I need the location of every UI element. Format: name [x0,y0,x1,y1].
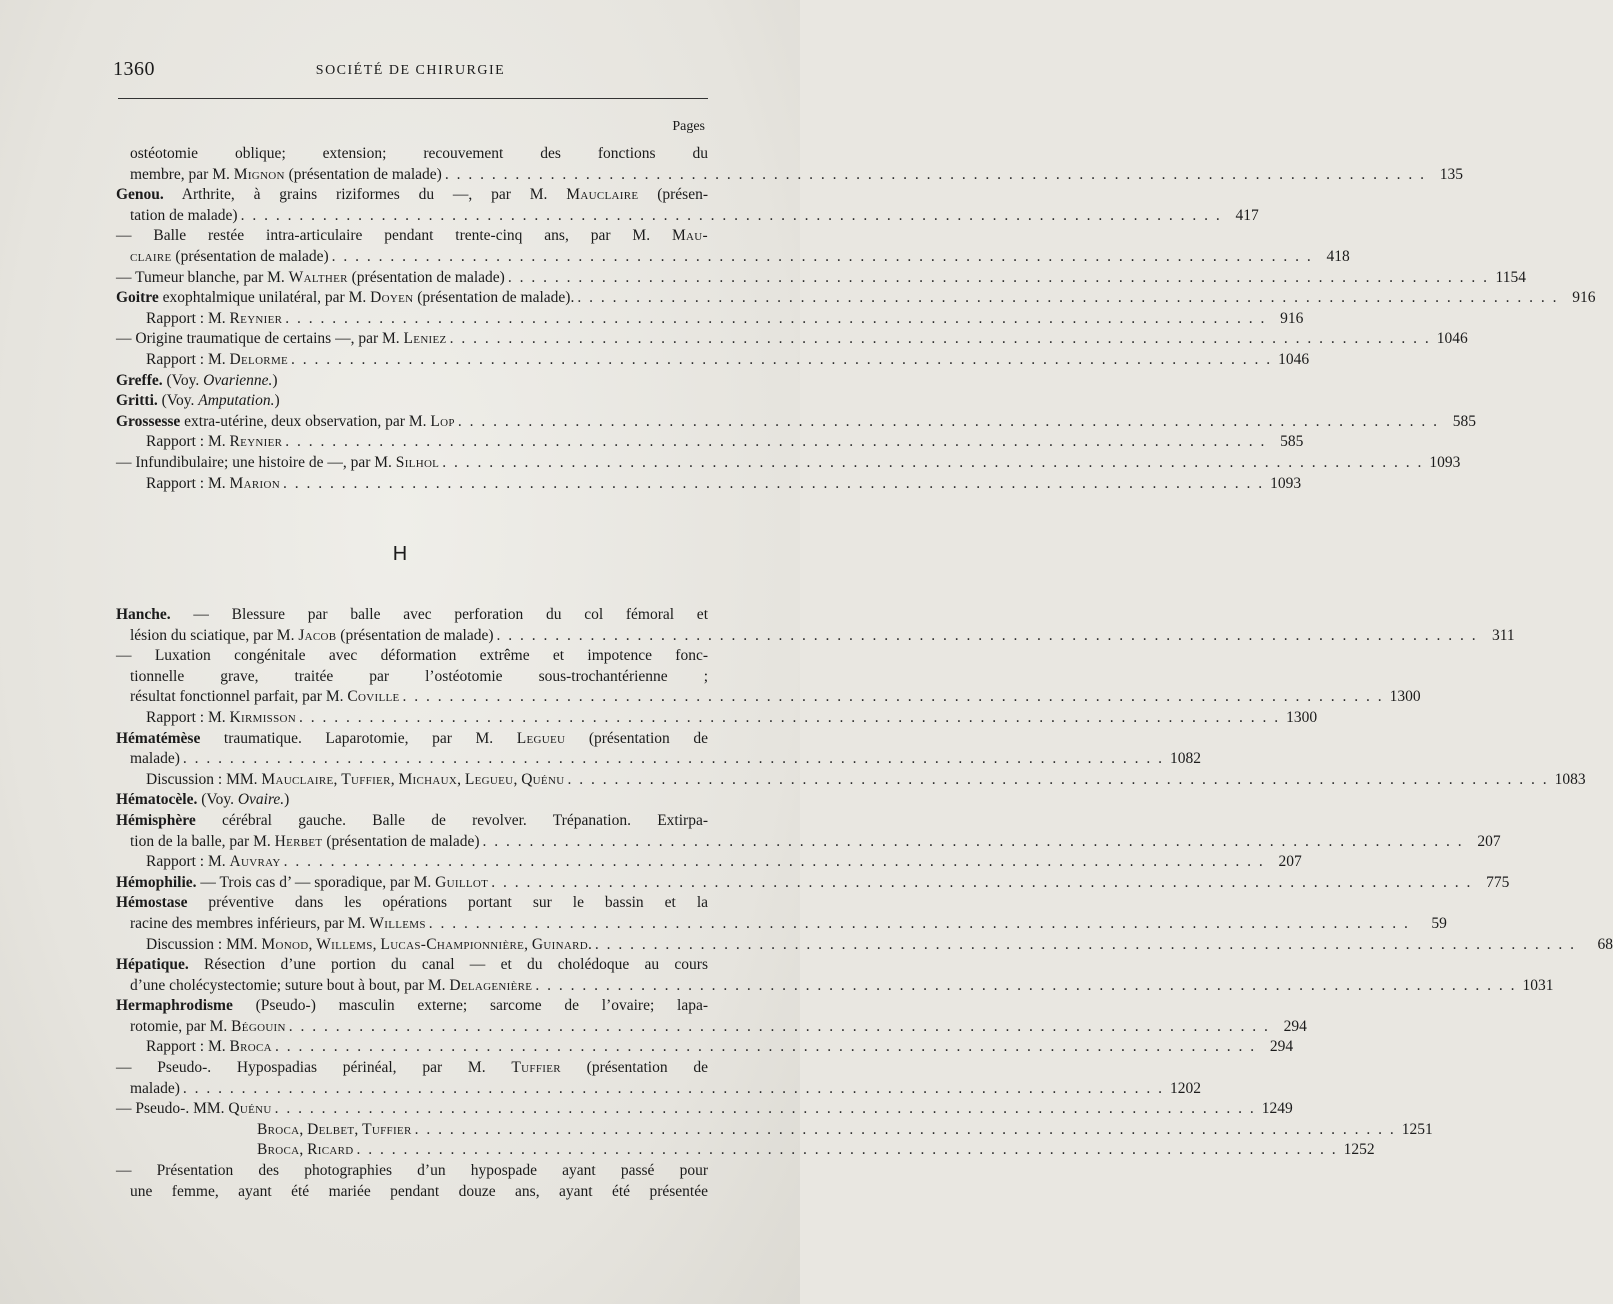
index-entry [116,309,1304,330]
index-entry [116,955,1554,996]
entry-line [116,708,1318,729]
dot-leader [284,852,1265,873]
dot-leader [577,288,1558,309]
index-entry [116,474,1302,495]
page-reference: 418 [1326,247,1350,265]
entry-text: Hématémèse traumatique. Laparotomie, par M. Legueu (présentation de [116,729,708,747]
entry-text: — Infundibulaire; une histoire de —, par M. Silhol [116,453,440,471]
page-reference: 1300 [1286,708,1318,726]
entry-line [116,474,1302,495]
entry-text: — Présentation des photographies d’un hypospade ayant passé pour [116,1162,708,1180]
dot-leader [450,329,1431,350]
entry-line [116,832,1501,853]
entry-line [116,935,1613,956]
page-reference: 311 [1491,626,1515,644]
entry-text: Rapport : M. Auvray [146,853,281,871]
index-entry [116,996,1307,1037]
entry-line [116,729,708,750]
dot-leader [183,749,1164,770]
dot-leader [415,1120,1396,1141]
dot-leader [458,412,1439,433]
entry-text: une femme, ayant été mariée pendant douze ans, ayant été présentée [130,1182,708,1200]
entry-text: — Luxation congénitale avec déformation extrême et impotence fonc- [116,647,708,665]
entry-text: — Origine traumatique de certains —, par M. Leniez [116,330,447,348]
entry-text: Hémophilie. — Trois cas d’ — sporadique, par M. Guillot [116,873,489,891]
page-reference: 775 [1486,873,1510,891]
entry-line [116,391,708,412]
entry-text: Rapport : M. Marion [146,474,280,492]
dot-leader [497,626,1478,647]
entry-line [116,687,1421,708]
dot-leader [332,247,1313,268]
entry-line [116,309,1304,330]
entry-text: Goitre exophtalmique unilatéral, par M. Doyen (présentation de malade). [116,289,575,307]
dot-leader [183,1079,1164,1100]
entry-line [116,1037,1294,1058]
dot-leader [491,873,1472,894]
page-reference: 1300 [1389,688,1421,706]
index-entry [116,708,1318,729]
index-entry [116,729,1202,770]
index-entry [116,226,1350,267]
dot-leader [535,976,1516,997]
dot-leader [241,206,1222,227]
dot-leader [403,687,1384,708]
index-entry [116,371,708,392]
entry-line [116,749,1202,770]
index-entry [116,268,1526,289]
entry-line [116,432,1304,453]
entry-text: Hématocèle. (Voy. Ovaire.) [116,791,290,809]
page-reference: 294 [1283,1017,1307,1035]
index-entry [116,1161,708,1202]
entry-text: malade) [130,1079,180,1097]
entry-text: Discussion : MM. Monod, Willems, Lucas-Championnière, Guinard. [146,935,592,953]
index-entry [116,852,1302,873]
index-entry [116,350,1310,371]
entry-text: Broca, Ricard [257,1141,354,1159]
index-entry [116,873,1510,894]
entry-line [116,873,1510,894]
journal-title: SOCIÉTÉ DE CHIRURGIE [315,63,506,78]
entry-text: Greffe. (Voy. Ovarienne.) [116,371,278,389]
dot-leader [289,1017,1270,1038]
entry-line [116,626,1515,647]
page-reference: 1093 [1429,453,1461,471]
entry-line [116,605,708,626]
page-reference: 207 [1278,853,1302,871]
entry-text: tion de la balle, par M. Herbet (présentation de malade) [130,832,480,850]
entry-line [116,646,708,667]
running-head [113,58,708,86]
page-reference: 417 [1235,206,1259,224]
entry-line [116,1182,708,1203]
index-entry [116,770,1586,791]
index-entry [116,412,1476,433]
dot-leader [357,1140,1338,1161]
entry-line [116,667,708,688]
page-reference: 1046 [1436,330,1468,348]
page-reference: 59 [1431,914,1447,932]
entry-text: tation de malade) [130,206,238,224]
entry-line [116,1161,708,1182]
entry-text: Discussion : MM. Mauclaire, Tuffier, Michaux, Legueu, Quénu [146,770,565,788]
entry-line [116,852,1302,873]
page-reference: 294 [1269,1038,1294,1056]
page-reference: 207 [1477,832,1501,850]
index-entry [116,329,1468,350]
entry-text: malade) [130,750,180,768]
dot-leader [429,914,1410,935]
entry-line [116,811,708,832]
dot-leader [595,935,1576,956]
entry-line [116,288,1596,309]
dot-leader [483,832,1464,853]
entry-line [116,770,1586,791]
entry-text: racine des membres inférieurs, par M. Willems [130,914,426,932]
entry-text: Hémisphère cérébral gauche. Balle de revolver. Trépanation. Extirpa- [116,811,708,829]
entry-text: Grossesse extra-utérine, deux observation, par M. Lop [116,412,455,430]
dot-leader [508,268,1489,289]
page-reference: 68 [1597,935,1613,953]
dot-leader [299,708,1280,729]
entry-text: Rapport : M. Kirmisson [146,708,296,726]
entry-line [116,247,1350,268]
entry-text: lésion du sciatique, par M. Jacob (présentation de malade) [130,626,494,644]
index-entry [116,1099,1293,1120]
index-entry [116,1058,1202,1099]
index-entry [116,935,1613,956]
entry-text: résultat fonctionnel parfait, par M. Coville [130,688,400,706]
entry-line [116,790,708,811]
page-reference: 916 [1572,289,1596,307]
dot-leader [285,432,1266,453]
entry-text: — Pseudo-. Hypospadias périnéal, par M. Tuffier (présentation de [116,1059,708,1077]
header-rule [118,98,708,99]
entry-line [116,893,708,914]
index-entry [116,391,708,412]
entry-line [116,350,1310,371]
entry-line [116,1079,1202,1100]
page-number: 1360 [113,58,155,80]
entry-line [116,1120,1433,1141]
index-entry [116,605,1515,646]
entry-line [116,144,708,165]
entry-text: Gritti. (Voy. Amputation.) [116,392,280,410]
entry-text: claire (présentation de malade) [130,247,329,265]
entry-text: rotomie, par M. Bégouin [130,1017,286,1035]
entry-line [116,453,1461,474]
entry-line [116,996,708,1017]
dot-leader [567,770,1548,791]
page-reference: 916 [1280,309,1304,327]
entry-line [116,1058,708,1079]
page-reference: 585 [1452,412,1476,430]
index-entry [116,1140,1375,1161]
index-entry [116,1120,1433,1141]
page-reference: 1082 [1170,750,1202,768]
page-reference: 1251 [1401,1120,1433,1138]
entry-text: Rapport : M. Reynier [146,433,283,451]
page-reference: 585 [1280,433,1304,451]
entry-line [116,1099,1293,1120]
index-entry [116,1037,1294,1058]
dot-leader [275,1037,1256,1058]
entry-text: membre, par M. Mignon (présentation de malade) [130,165,442,183]
page-reference: 1249 [1261,1100,1293,1118]
page-reference: 1202 [1170,1079,1202,1097]
entry-text: tionnelle grave, traitée par l’ostéotomie sous-trochantérienne ; [130,667,708,685]
entry-line [116,1140,1375,1161]
entry-text: Broca, Delbet, Tuffier [257,1120,412,1138]
section-letter: H [392,543,408,565]
entry-line [116,976,1554,997]
entry-text: Genou. Arthrite, à grains riziformes du —, par M. Mauclaire (présen- [116,186,708,204]
page-reference: 1046 [1278,350,1310,368]
entry-text: Hépatique. Résection d’une portion du canal — et du cholédoque au cours [116,956,708,974]
index-entry [116,185,1259,226]
entry-text: Hémostase préventive dans les opérations portant sur le bassin et la [116,894,708,912]
entry-text: ostéotomie oblique; extension; recouvement des fonctions du [130,145,708,162]
entry-line [116,206,1259,227]
pages-column-label: Pages [672,119,705,134]
entry-line [116,914,1447,935]
dot-leader [291,350,1272,371]
entry-line [116,412,1476,433]
page-reference: 135 [1439,165,1463,183]
index-entry [116,893,1447,934]
dot-leader [283,474,1264,495]
index-block-g [116,144,1596,494]
page-reference: 1252 [1343,1141,1375,1159]
entry-text: — Pseudo-. MM. Quénu [116,1100,272,1118]
entry-line [116,1017,1307,1038]
entry-text: d’une cholécystectomie; suture bout à bout, par M. Delagenière [130,976,533,994]
dot-leader [445,165,1426,186]
index-entry [116,288,1596,309]
entry-text: Rapport : M. Delorme [146,350,289,368]
entry-text: — Tumeur blanche, par M. Walther (présentation de malade) [116,268,505,286]
entry-line [116,226,708,247]
index-entry [116,144,1463,185]
entry-text: Rapport : M. Reynier [146,309,283,327]
page-reference: 1093 [1270,474,1302,492]
entry-line [116,371,708,392]
dot-leader [442,453,1423,474]
dot-leader [285,309,1266,330]
entry-text: Rapport : M. Broca [146,1038,272,1056]
entry-line [116,268,1526,289]
entry-text: Hermaphrodisme (Pseudo-) masculin externe; sarcome de l’ovaire; lapa- [116,997,708,1015]
entry-line [116,185,708,206]
index-entry [116,646,1421,708]
page-reference: 1154 [1495,268,1526,286]
index-entry [116,453,1461,474]
page-reference: 1031 [1522,976,1554,994]
entry-line [116,329,1468,350]
dot-leader [275,1099,1256,1120]
index-entry [116,811,1501,852]
index-entry [116,790,708,811]
entry-line [116,165,1463,186]
page-reference: 1083 [1554,770,1586,788]
entry-line [116,955,708,976]
entry-text: — Balle restée intra-articulaire pendant trente-cinq ans, par M. Mau- [116,227,708,245]
index-block-h [116,605,1613,1202]
entry-text: Hanche. — Blessure par balle avec perforation du col fémoral et [116,606,708,623]
index-entry [116,432,1304,453]
